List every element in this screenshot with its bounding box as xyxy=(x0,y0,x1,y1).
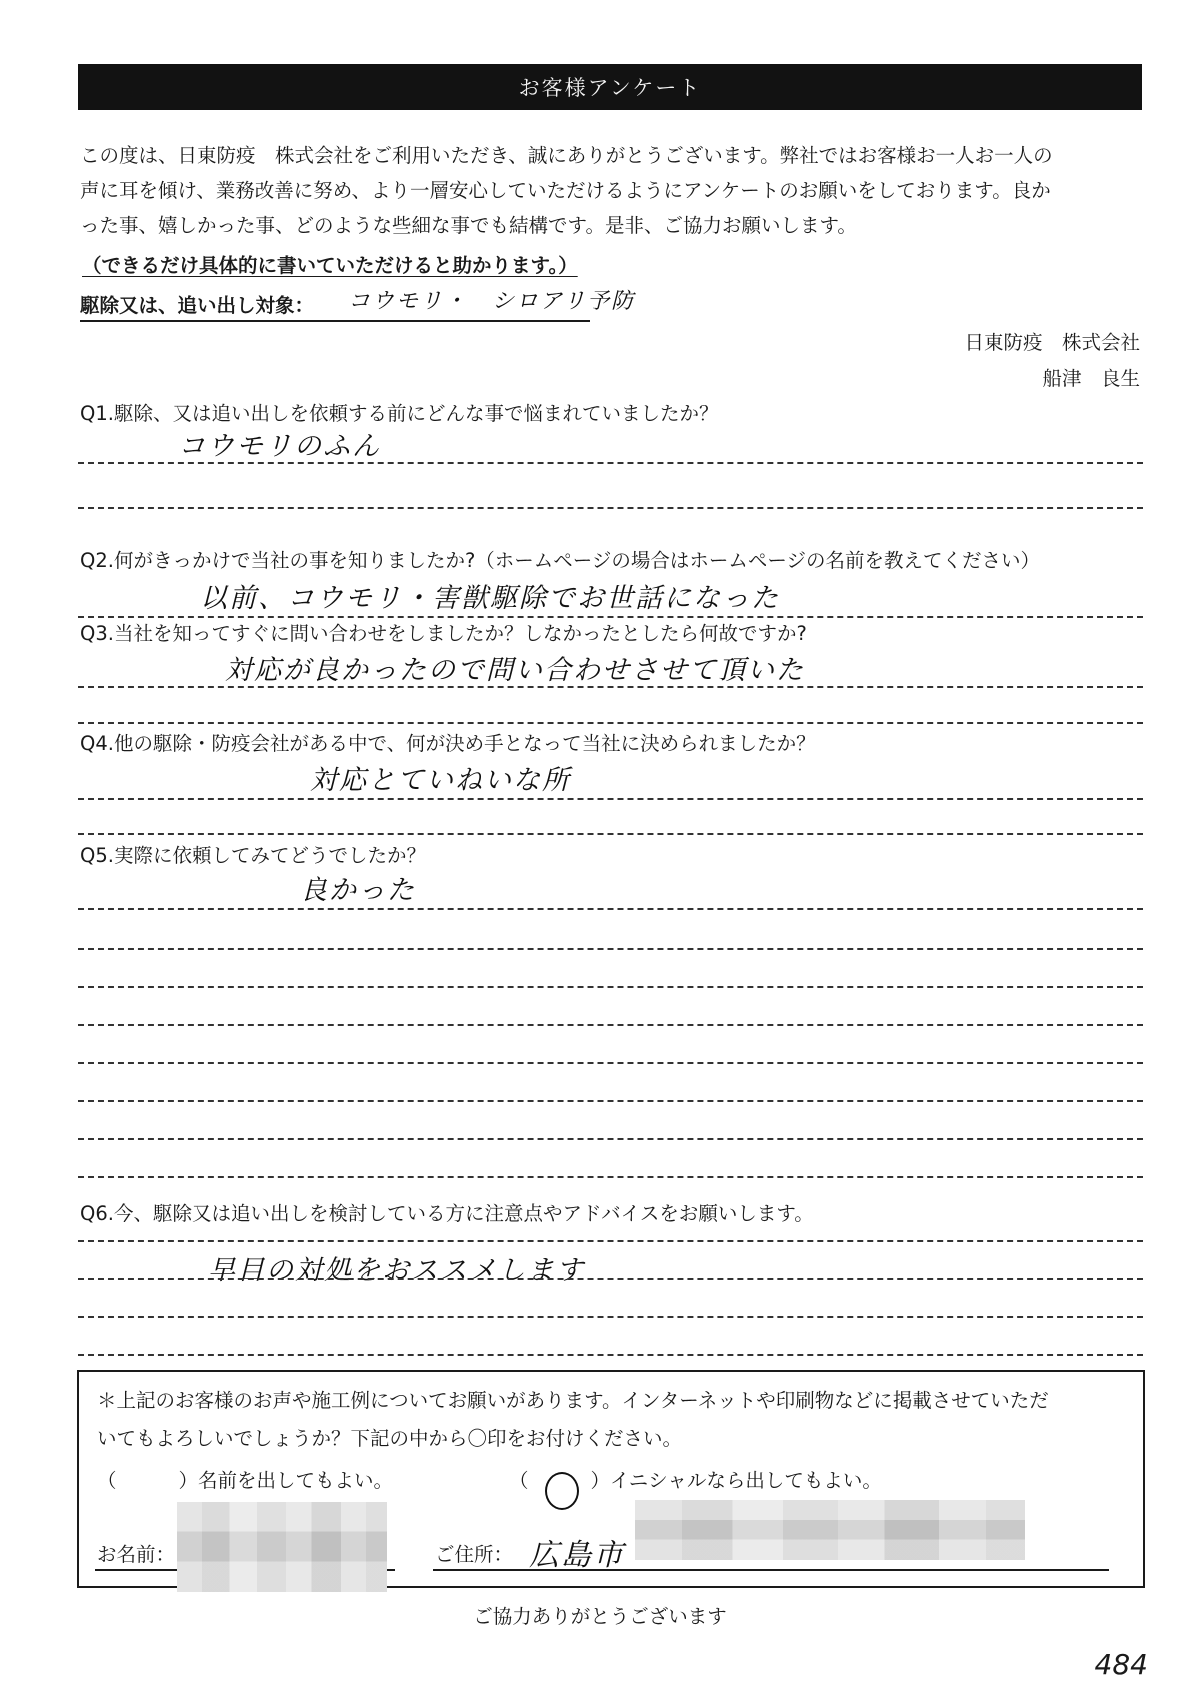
answer-line xyxy=(78,722,1143,724)
answer-line xyxy=(78,1278,1143,1280)
question-2-label: Q2.何がきっかけで当社の事を知りましたか?（ホームページの場合はホームページの名前を教えてください） xyxy=(80,549,1041,572)
page-number: 484 xyxy=(1094,1648,1148,1681)
consent-line: いてもよろしいでしょうか？下記の中から〇印をお付けください。 xyxy=(97,1427,683,1450)
question-1-label: Q1.駆除、又は追い出しを依頼する前にどんな事で悩まれていましたか？ xyxy=(80,402,719,425)
option-initial[interactable] xyxy=(509,1465,882,1493)
intro-note: （できるだけ具体的に書いていただけると助かります。） xyxy=(82,254,578,277)
company-person: 船津 良生 xyxy=(1042,367,1140,390)
target-field xyxy=(80,288,636,322)
question-2-answer: 以前、コウモリ・害獣駆除でお世話になった xyxy=(200,583,780,614)
answer-line xyxy=(78,1240,1143,1242)
question-6-label: Q6.今、駆除又は追い出しを検討している方に注意点やアドバイスをお願いします。 xyxy=(80,1202,814,1225)
intro-line: った事、嬉しかった事、どのような些細な事でも結構です。是非、ご協力お願いします。 xyxy=(80,214,857,237)
answer-line xyxy=(78,686,1143,688)
answer-line xyxy=(78,833,1143,835)
question-5-label: Q5.実際に依頼してみてどうでしたか？ xyxy=(80,844,426,867)
closing-thanks: ご協力ありがとうございます xyxy=(473,1605,727,1628)
consent-line: ＊上記のお客様のお声や施工例についてお願いがあります。インターネットや印刷物などに掲載させていただ xyxy=(97,1389,1049,1412)
publication-consent-box xyxy=(77,1370,1145,1588)
question-3-label: Q3.当社を知ってすぐに問い合わせをしましたか？しなかったとしたら何故ですか? xyxy=(80,622,807,645)
question-4-answer: 対応とていねいな所 xyxy=(310,765,571,796)
answer-line xyxy=(78,1024,1143,1026)
name-label: お名前： xyxy=(97,1543,176,1566)
question-5-answer: 良かった xyxy=(300,875,416,906)
target-label: 駆除又は、追い出し対象： xyxy=(80,294,315,317)
redacted-name xyxy=(177,1502,387,1592)
option-name[interactable] xyxy=(97,1465,393,1493)
open-paren: （ xyxy=(509,1469,529,1492)
question-6-answer: 早目の対処をおススメします xyxy=(208,1255,585,1286)
intro-line: この度は、日東防疫 株式会社をご利用いただき、誠にありがとうございます。弊社ではお客様お一人お一人の xyxy=(80,144,1053,167)
company-signature xyxy=(964,325,1140,397)
answer-line xyxy=(78,462,1143,464)
question-3-answer: 対応が良かったので問い合わせさせて頂いた xyxy=(225,655,805,686)
close-paren: ） xyxy=(178,1469,199,1492)
answer-line xyxy=(78,948,1143,950)
close-paren: ） xyxy=(590,1469,611,1492)
answer-line xyxy=(78,1316,1143,1318)
open-paren: （ xyxy=(97,1469,117,1492)
answer-line xyxy=(78,1100,1143,1102)
answer-line xyxy=(78,908,1143,910)
answer-line xyxy=(78,798,1143,800)
address-label: ご住所： xyxy=(435,1543,514,1566)
address-city: 広島市 xyxy=(529,1538,625,1573)
question-4-label: Q4.他の駆除・防疫会社がある中で、何が決め手となって当社に決められましたか？ xyxy=(80,732,816,755)
option-initial-label: イニシャルなら出してもよい。 xyxy=(610,1469,882,1492)
company-name: 日東防疫 株式会社 xyxy=(964,331,1140,354)
survey-title: お客様アンケート xyxy=(78,64,1142,110)
answer-line xyxy=(78,986,1143,988)
address-underline xyxy=(433,1569,1109,1571)
answer-line xyxy=(78,1176,1143,1178)
intro-line: 声に耳を傾け、業務改善に努め、より一層安心していただけるようにアンケートのお願いをしております。良か xyxy=(80,179,1051,202)
answer-line xyxy=(78,1138,1143,1140)
intro-paragraph xyxy=(80,138,1145,243)
redacted-address xyxy=(635,1500,1025,1560)
target-value: コウモリ・ シロアリ予防 xyxy=(348,289,636,314)
answer-line xyxy=(78,1354,1143,1356)
option-name-label: 名前を出してもよい。 xyxy=(198,1469,394,1492)
consent-request-text xyxy=(97,1382,1132,1458)
selected-circle-mark xyxy=(545,1472,579,1510)
question-1-answer: コウモリのふん xyxy=(178,431,381,462)
answer-line xyxy=(78,507,1143,509)
answer-line xyxy=(78,1062,1143,1064)
